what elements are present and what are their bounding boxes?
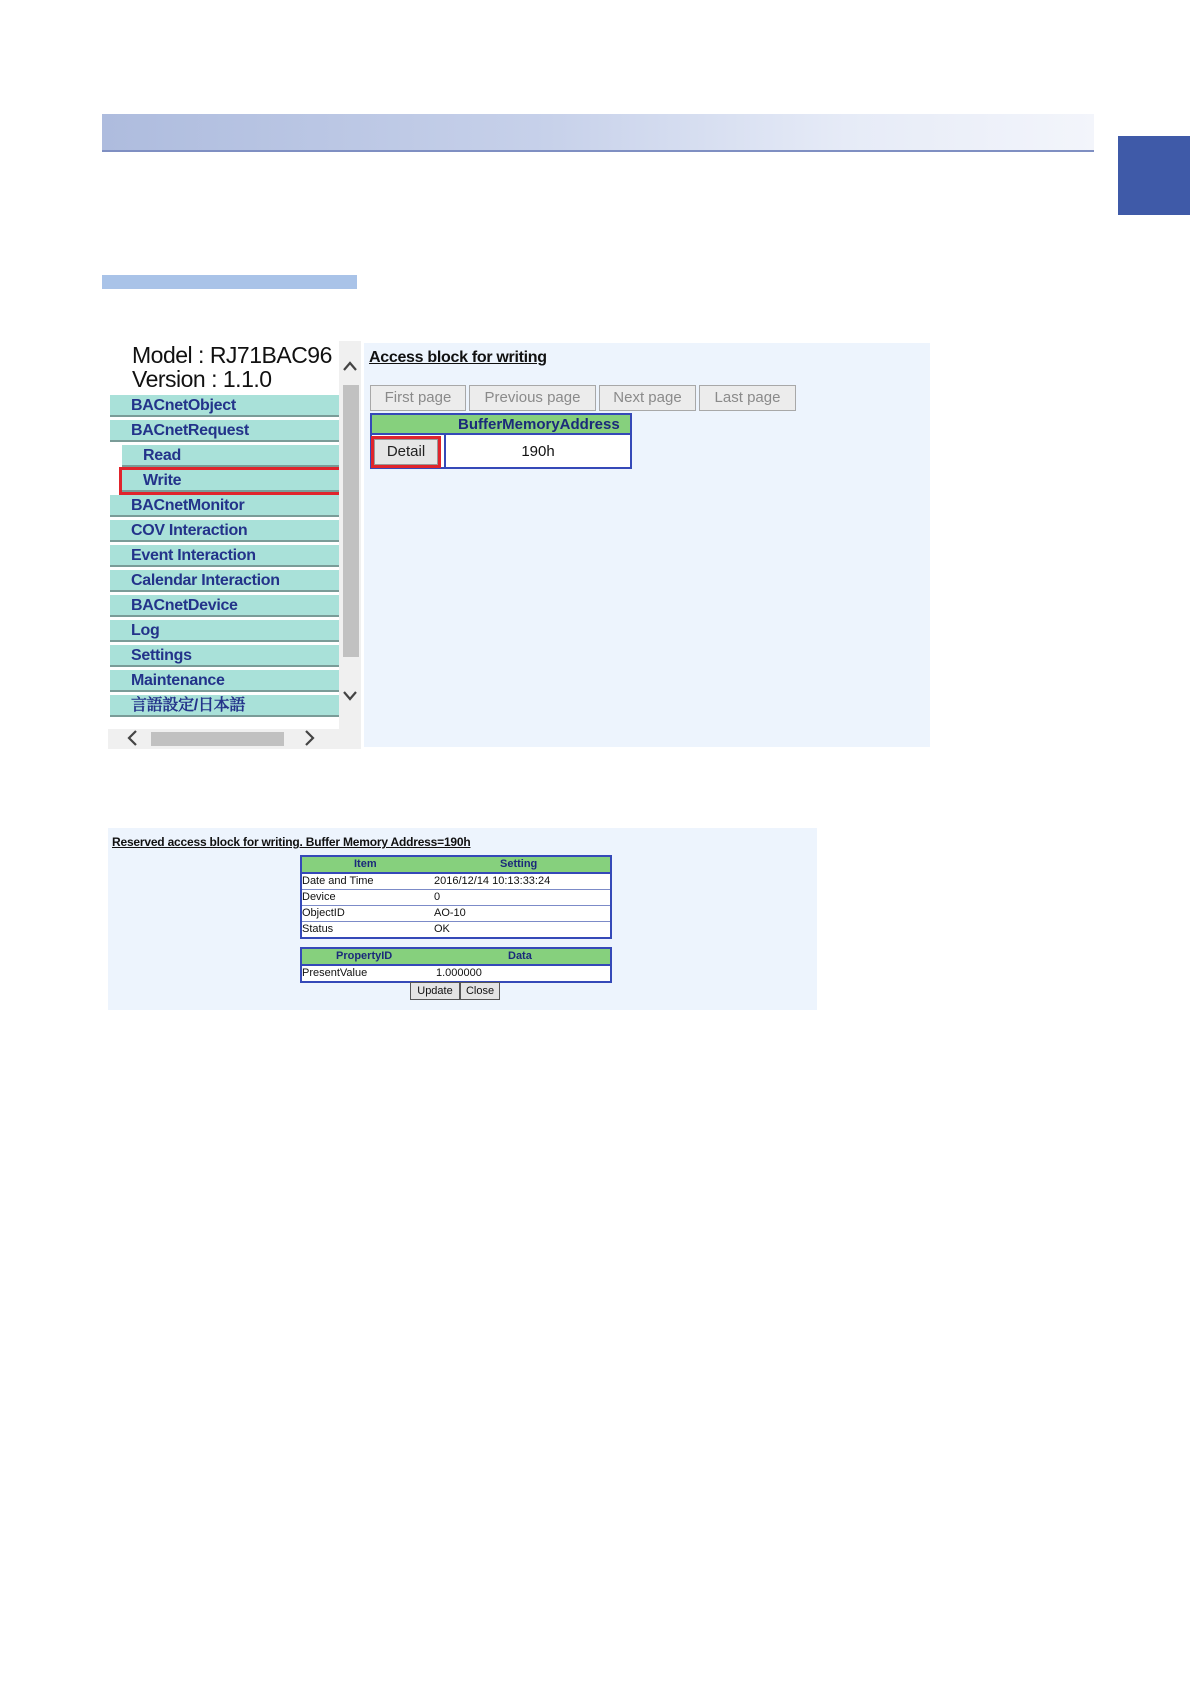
chevron-right-icon[interactable] — [304, 729, 316, 749]
nav-item-bacnetrequest[interactable]: BACnetRequest — [110, 420, 339, 442]
model-label: Model : RJ71BAC96 — [132, 342, 332, 368]
subsection-bar — [102, 275, 357, 289]
nav-item-event-interaction[interactable]: Event Interaction — [110, 545, 339, 567]
nav-item-settings[interactable]: Settings — [110, 645, 339, 667]
chevron-left-icon[interactable] — [126, 729, 138, 749]
column-header-buffer-memory-address: BufferMemoryAddress — [458, 416, 620, 433]
table-row — [302, 966, 610, 981]
property-cell: PresentValue — [302, 967, 368, 979]
nav-item-log[interactable]: Log — [110, 620, 339, 642]
buffer-address-cell: 190h — [521, 443, 555, 460]
nav-item-calendar-interaction[interactable]: Calendar Interaction — [110, 570, 339, 592]
table-row — [302, 922, 610, 937]
chevron-down-icon[interactable] — [342, 687, 358, 705]
page-title: Access block for writing — [369, 349, 547, 366]
main-frame — [364, 343, 930, 747]
nav-item-write[interactable]: Write — [122, 470, 339, 492]
chapter-tab — [1118, 136, 1190, 215]
detail-button[interactable]: Detail — [374, 439, 438, 465]
item-cell: Date and Time — [302, 875, 374, 887]
table-row — [302, 906, 610, 922]
item-cell: Device — [302, 891, 336, 903]
column-header-item: Item — [354, 858, 377, 870]
version-label: Version : 1.1.0 — [132, 366, 272, 392]
buffer-memory-table — [370, 413, 632, 469]
setting-table-header — [302, 857, 610, 874]
column-header-setting: Setting — [500, 858, 538, 870]
horizontal-scrollbar[interactable] — [108, 729, 361, 749]
property-table-header — [302, 949, 610, 966]
last-page-button[interactable]: Last page — [699, 385, 796, 411]
nav-item-bacnetobject[interactable]: BACnetObject — [110, 395, 339, 417]
column-header-propertyid: PropertyID — [336, 950, 393, 962]
column-header-data: Data — [508, 950, 532, 962]
update-button[interactable]: Update — [410, 982, 460, 1000]
property-table — [300, 947, 612, 983]
setting-cell: OK — [434, 923, 450, 935]
detail-title: Reserved access block for writing. Buffer Memory Address=190h — [112, 835, 471, 849]
setting-cell: 2016/12/14 10:13:33:24 — [434, 875, 551, 887]
table-header — [372, 415, 630, 435]
navigation-frame — [108, 341, 361, 749]
nav-item-bacnetmonitor[interactable]: BACnetMonitor — [110, 495, 339, 517]
vertical-scrollbar[interactable] — [339, 341, 361, 729]
next-page-button[interactable]: Next page — [599, 385, 696, 411]
chevron-up-icon[interactable] — [342, 357, 358, 375]
close-button[interactable]: Close — [460, 982, 500, 1000]
nav-item-maintenance[interactable]: Maintenance — [110, 670, 339, 692]
setting-cell: AO-10 — [434, 907, 466, 919]
item-cell: ObjectID — [302, 907, 345, 919]
previous-page-button[interactable]: Previous page — [469, 385, 596, 411]
vertical-scrollbar-thumb[interactable] — [343, 385, 359, 657]
table-row — [302, 890, 610, 906]
item-cell: Status — [302, 923, 334, 935]
nav-item-bacnetdevice[interactable]: BACnetDevice — [110, 595, 339, 617]
nav-item-cov-interaction[interactable]: COV Interaction — [110, 520, 339, 542]
first-page-button[interactable]: First page — [370, 385, 466, 411]
horizontal-scrollbar-thumb[interactable] — [151, 732, 284, 746]
nav-item-read[interactable]: Read — [122, 445, 339, 467]
nav-item-language[interactable]: 言語設定/日本語 — [110, 695, 339, 717]
section-title-band — [102, 114, 1094, 152]
data-value-cell[interactable]: 1.000000 — [436, 967, 482, 979]
setting-table — [300, 855, 612, 939]
table-row — [302, 874, 610, 890]
detail-window — [108, 828, 817, 1010]
setting-cell: 0 — [434, 891, 441, 903]
